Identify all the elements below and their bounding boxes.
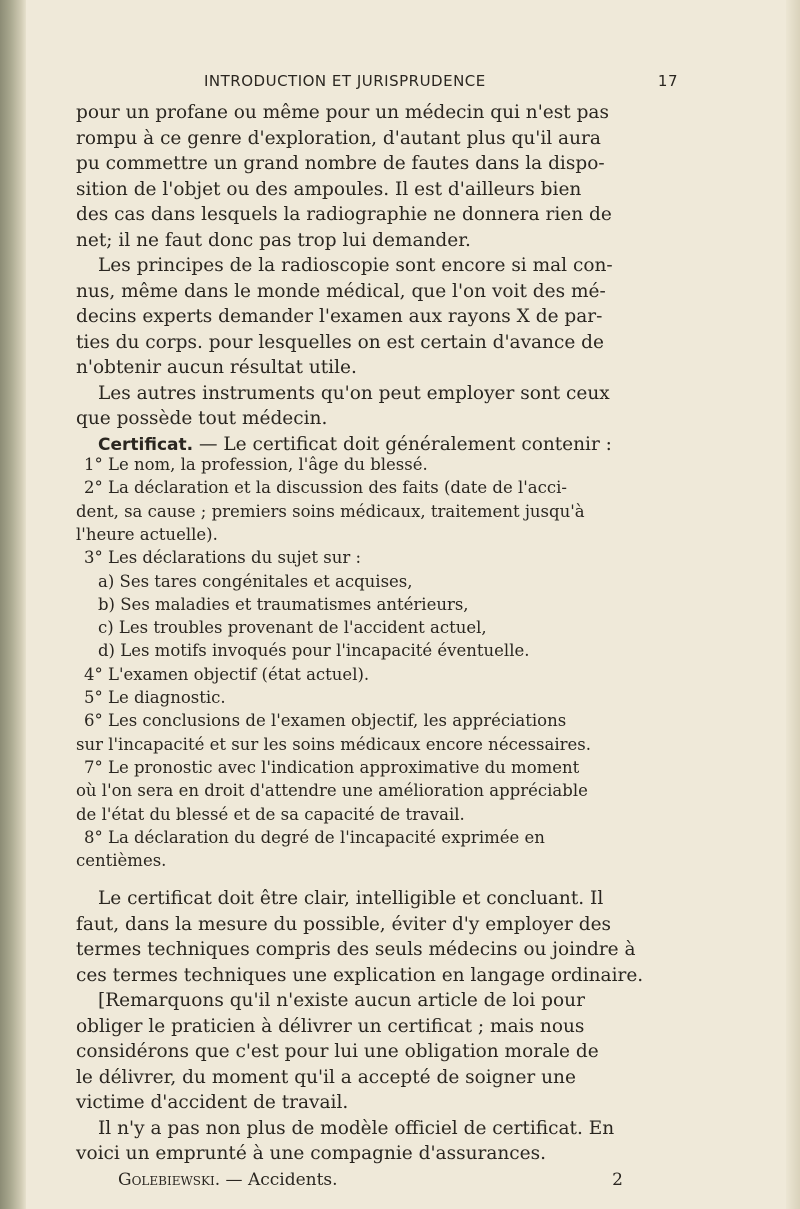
text-line: termes techniques compris des seuls médecins ou joindre à	[76, 939, 636, 960]
text-line: ces termes techniques une explication en langage ordinaire.	[76, 964, 644, 986]
book-spine-shadow	[0, 0, 26, 1209]
sheet-number: 2	[612, 1170, 623, 1190]
list-item-continuation: de l'état du blessé et de sa capacité de travail.	[76, 804, 465, 824]
text-line: rompu à ce genre d'exploration, d'autant plus qu'il aura	[76, 127, 601, 149]
text-line: obliger le praticien à délivrer un certificat ; mais nous	[76, 1015, 585, 1037]
sub-list-item: d) Les motifs invoqués pour l'incapacité éventuelle.	[98, 641, 530, 661]
signature-author: Golebiewski.	[118, 1170, 221, 1190]
list-item: 8° La déclaration du degré de l'incapacité exprimée en	[84, 827, 545, 847]
list-item-continuation: dent, sa cause ; premiers soins médicaux, traitement jusqu'à	[76, 501, 585, 521]
list-item: 3° Les déclarations du sujet sur :	[84, 548, 362, 568]
signature-title: — Accidents.	[220, 1170, 338, 1190]
text-line: le délivrer, du moment qu'il a accepté de soigner une	[76, 1066, 576, 1088]
text-line: que possède tout médecin.	[76, 408, 328, 429]
page-header	[204, 72, 678, 94]
text-line: faut, dans la mesure du possible, éviter d'y employer des	[76, 913, 612, 935]
section-intro: — Le certificat doit généralement contenir :	[193, 433, 612, 455]
page-number: 17	[657, 72, 678, 90]
page-edge	[786, 0, 800, 1209]
text-line: Les autres instruments qu'on peut employer sont ceux	[98, 382, 610, 404]
list-item: 4° L'examen objectif (état actuel).	[84, 664, 370, 684]
sub-list-item: b) Ses maladies et traumatismes antérieurs,	[98, 594, 469, 614]
text-line: sition de l'objet ou des ampoules. Il est d'ailleurs bien	[76, 178, 582, 200]
text-line: considérons que c'est pour lui une obligation morale de	[76, 1041, 599, 1062]
text-line: ties du corps. pour lesquelles on est certain d'avance de	[76, 331, 604, 353]
list-item-continuation: l'heure actuelle).	[76, 524, 218, 544]
section-heading: Certificat.	[98, 434, 194, 455]
list-item: 1° Le nom, la profession, l'âge du blessé.	[84, 455, 428, 474]
list-item: 2° La déclaration et la discussion des faits (date de l'acci-	[84, 478, 567, 498]
text-line: des cas dans lesquels la radiographie ne donnera rien de	[76, 204, 612, 225]
text-line: nus, même dans le monde médical, que l'on voit des mé-	[76, 280, 606, 302]
sub-list-item: c) Les troubles provenant de l'accident actuel,	[98, 618, 487, 638]
list-item: 5° Le diagnostic.	[84, 688, 226, 707]
running-title: INTRODUCTION ET JURISPRUDENCE	[204, 72, 486, 90]
list-item: 6° Les conclusions de l'examen objectif, les appréciations	[84, 711, 567, 731]
text-line: Le certificat doit être clair, intelligible et concluant. Il	[98, 888, 604, 909]
text-line: Les principes de la radioscopie sont encore si mal con-	[98, 255, 613, 276]
text-line: pu commettre un grand nombre de fautes dans la dispo-	[76, 153, 605, 174]
text-line: decins experts demander l'examen aux rayons X de par-	[76, 306, 603, 327]
sub-list-item: a) Ses tares congénitales et acquises,	[98, 571, 413, 591]
list-item-continuation: où l'on sera en droit d'attendre une amélioration appréciable	[76, 781, 588, 801]
text-line: net; il ne faut donc pas trop lui demander.	[76, 229, 471, 251]
text-line: [Remarquons qu'il n'existe aucun article de loi pour	[98, 990, 585, 1011]
text-line: victime d'accident de travail.	[76, 1092, 349, 1113]
list-item-continuation: centièmes.	[76, 851, 167, 871]
page-footer	[118, 1170, 623, 1192]
text-line: voici un emprunté à une compagnie d'assurances.	[76, 1143, 546, 1164]
text-line: n'obtenir aucun résultat utile.	[76, 357, 357, 378]
text-line: Il n'y a pas non plus de modèle officiel de certificat. En	[98, 1117, 615, 1139]
text-line: pour un profane ou même pour un médecin qui n'est pas	[76, 102, 609, 123]
list-item-continuation: sur l'incapacité et sur les soins médicaux encore nécessaires.	[76, 734, 591, 754]
list-item: 7° Le pronostic avec l'indication approximative du moment	[84, 757, 580, 777]
